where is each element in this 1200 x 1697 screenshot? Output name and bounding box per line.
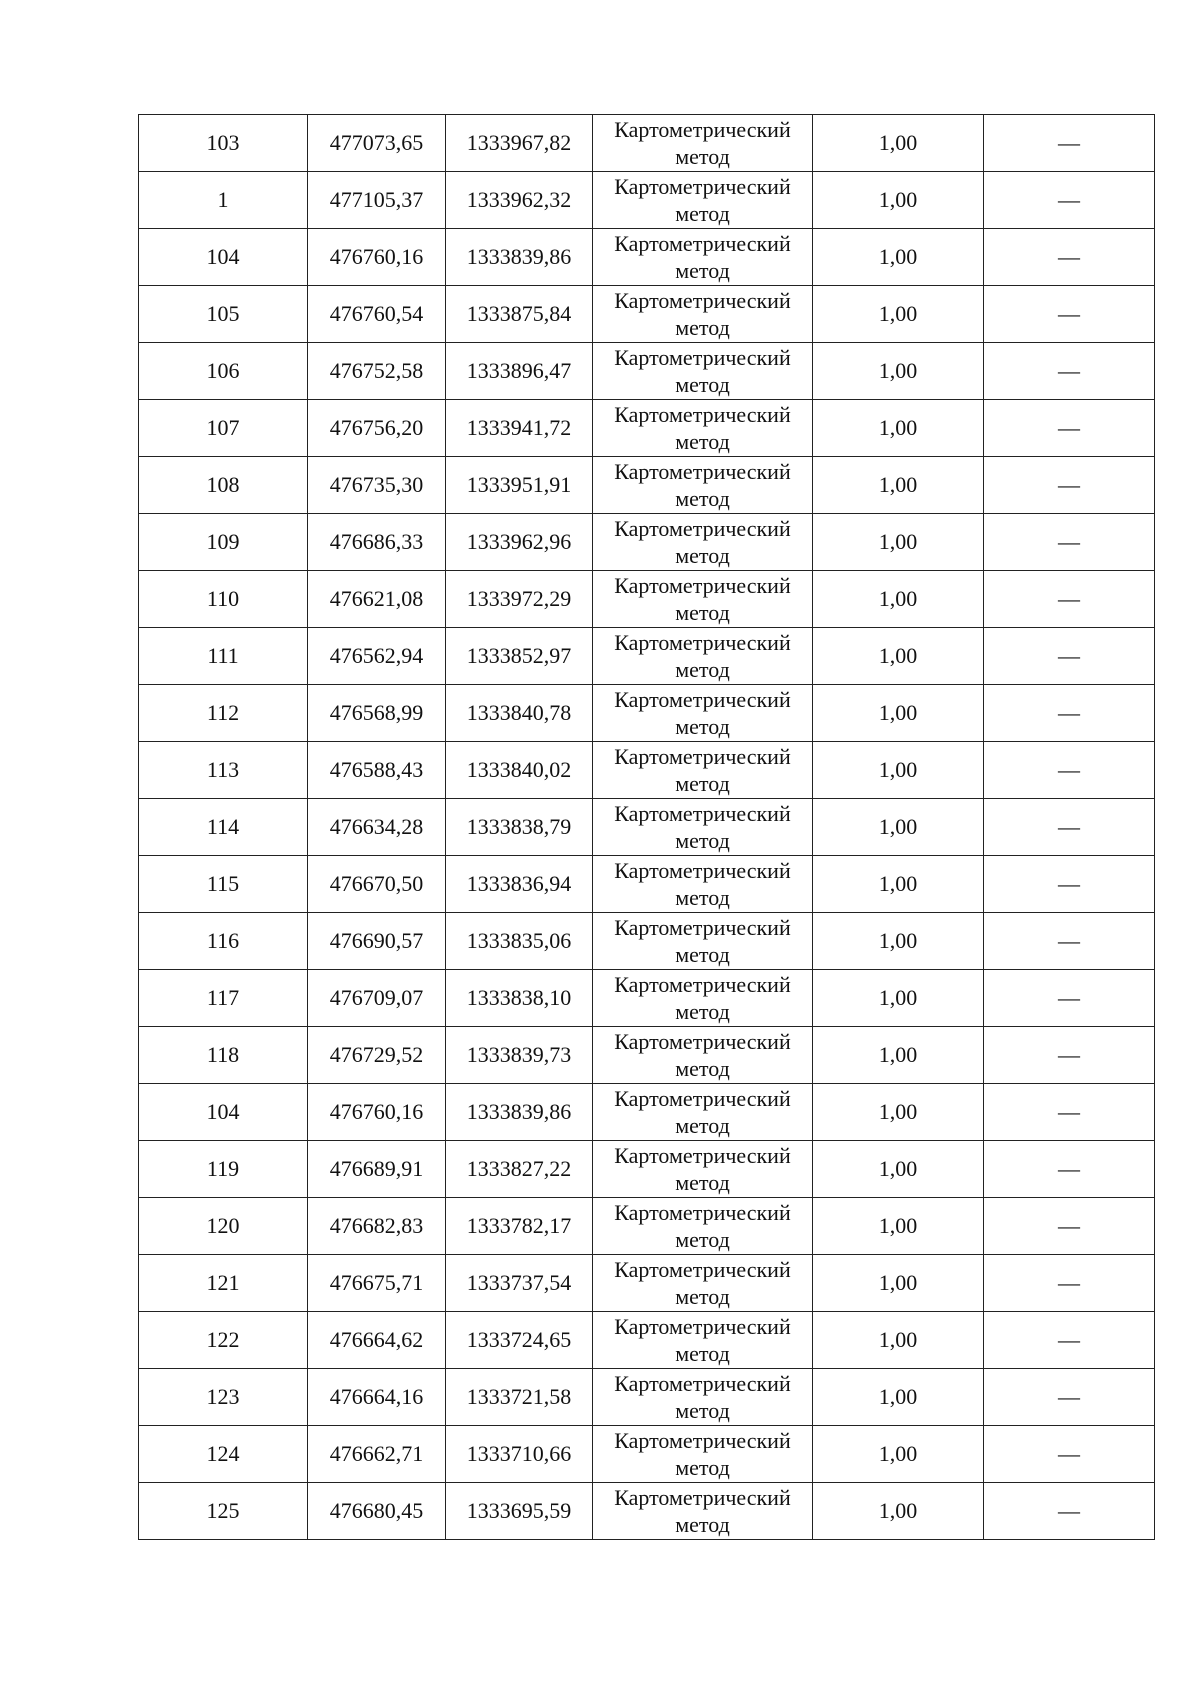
x-coordinate-cell: 476675,71 [308,1255,446,1312]
method-line-2: метод [675,1455,730,1480]
accuracy-cell: 1,00 [813,1426,984,1483]
method-line-2: метод [675,315,730,340]
x-coordinate-cell: 476735,30 [308,457,446,514]
method-line-1: Картометрический [614,1086,791,1111]
method-line-2: метод [675,372,730,397]
method-line-1: Картометрический [614,744,791,769]
note-cell: — [984,799,1155,856]
y-coordinate-cell: 1333875,84 [446,286,593,343]
x-coordinate-cell: 476756,20 [308,400,446,457]
point-number-cell: 104 [139,229,308,286]
point-number-cell: 122 [139,1312,308,1369]
note-cell: — [984,1369,1155,1426]
point-number-cell: 125 [139,1483,308,1540]
coordinates-table [138,114,1155,1540]
point-number-cell: 120 [139,1198,308,1255]
table-row [139,457,1155,514]
method-line-2: метод [675,657,730,682]
method-cell [593,913,813,970]
method-cell [593,1084,813,1141]
method-cell [593,1255,813,1312]
accuracy-cell: 1,00 [813,742,984,799]
y-coordinate-cell: 1333737,54 [446,1255,593,1312]
accuracy-cell: 1,00 [813,286,984,343]
note-cell: — [984,913,1155,970]
x-coordinate-cell: 476621,08 [308,571,446,628]
note-cell: — [984,742,1155,799]
y-coordinate-cell: 1333710,66 [446,1426,593,1483]
method-line-2: метод [675,543,730,568]
method-cell [593,742,813,799]
y-coordinate-cell: 1333941,72 [446,400,593,457]
x-coordinate-cell: 476689,91 [308,1141,446,1198]
note-cell: — [984,115,1155,172]
point-number-cell: 113 [139,742,308,799]
point-number-cell: 108 [139,457,308,514]
note-cell: — [984,286,1155,343]
note-cell: — [984,343,1155,400]
x-coordinate-cell: 476634,28 [308,799,446,856]
y-coordinate-cell: 1333721,58 [446,1369,593,1426]
point-number-cell: 110 [139,571,308,628]
method-line-2: метод [675,1512,730,1537]
y-coordinate-cell: 1333839,86 [446,229,593,286]
x-coordinate-cell: 476760,16 [308,229,446,286]
accuracy-cell: 1,00 [813,343,984,400]
x-coordinate-cell: 476709,07 [308,970,446,1027]
method-line-1: Картометрический [614,1485,791,1510]
method-line-2: метод [675,429,730,454]
method-line-1: Картометрический [614,858,791,883]
point-number-cell: 117 [139,970,308,1027]
x-coordinate-cell: 476662,71 [308,1426,446,1483]
table-row [139,343,1155,400]
point-number-cell: 106 [139,343,308,400]
point-number-cell: 118 [139,1027,308,1084]
accuracy-cell: 1,00 [813,1483,984,1540]
y-coordinate-cell: 1333839,86 [446,1084,593,1141]
accuracy-cell: 1,00 [813,913,984,970]
method-line-2: метод [675,1284,730,1309]
point-number-cell: 115 [139,856,308,913]
point-number-cell: 114 [139,799,308,856]
method-cell [593,1141,813,1198]
method-line-2: метод [675,885,730,910]
method-cell [593,1369,813,1426]
method-cell [593,970,813,1027]
table-row [139,1312,1155,1369]
method-line-1: Картометрический [614,801,791,826]
table-row [139,1255,1155,1312]
method-line-1: Картометрический [614,345,791,370]
method-line-1: Картометрический [614,1029,791,1054]
point-number-cell: 105 [139,286,308,343]
x-coordinate-cell: 476690,57 [308,913,446,970]
note-cell: — [984,1141,1155,1198]
table-row [139,799,1155,856]
point-number-cell: 123 [139,1369,308,1426]
note-cell: — [984,685,1155,742]
y-coordinate-cell: 1333951,91 [446,457,593,514]
method-line-2: метод [675,828,730,853]
method-cell [593,628,813,685]
y-coordinate-cell: 1333896,47 [446,343,593,400]
method-line-1: Картометрический [614,1314,791,1339]
coordinates-table-body [139,115,1155,1540]
note-cell: — [984,1027,1155,1084]
method-line-2: метод [675,1227,730,1252]
y-coordinate-cell: 1333782,17 [446,1198,593,1255]
method-cell [593,400,813,457]
y-coordinate-cell: 1333724,65 [446,1312,593,1369]
y-coordinate-cell: 1333967,82 [446,115,593,172]
accuracy-cell: 1,00 [813,172,984,229]
method-cell [593,343,813,400]
table-row [139,742,1155,799]
y-coordinate-cell: 1333695,59 [446,1483,593,1540]
method-line-2: метод [675,1170,730,1195]
method-cell [593,856,813,913]
method-cell [593,685,813,742]
note-cell: — [984,1426,1155,1483]
method-line-2: метод [675,1341,730,1366]
note-cell: — [984,628,1155,685]
table-row [139,229,1155,286]
x-coordinate-cell: 476686,33 [308,514,446,571]
method-line-2: метод [675,714,730,739]
method-line-1: Картометрический [614,1428,791,1453]
table-row [139,856,1155,913]
table-row [139,685,1155,742]
y-coordinate-cell: 1333835,06 [446,913,593,970]
x-coordinate-cell: 476670,50 [308,856,446,913]
accuracy-cell: 1,00 [813,571,984,628]
note-cell: — [984,1255,1155,1312]
x-coordinate-cell: 477073,65 [308,115,446,172]
point-number-cell: 111 [139,628,308,685]
x-coordinate-cell: 476664,62 [308,1312,446,1369]
table-row [139,571,1155,628]
table-row [139,286,1155,343]
y-coordinate-cell: 1333852,97 [446,628,593,685]
x-coordinate-cell: 476588,43 [308,742,446,799]
accuracy-cell: 1,00 [813,1084,984,1141]
y-coordinate-cell: 1333840,02 [446,742,593,799]
method-line-1: Картометрический [614,1143,791,1168]
note-cell: — [984,1198,1155,1255]
method-line-2: метод [675,1056,730,1081]
method-line-1: Картометрический [614,1371,791,1396]
y-coordinate-cell: 1333836,94 [446,856,593,913]
y-coordinate-cell: 1333839,73 [446,1027,593,1084]
method-cell [593,172,813,229]
point-number-cell: 103 [139,115,308,172]
note-cell: — [984,229,1155,286]
table-row [139,400,1155,457]
point-number-cell: 104 [139,1084,308,1141]
note-cell: — [984,856,1155,913]
method-line-2: метод [675,999,730,1024]
method-line-1: Картометрический [614,687,791,712]
point-number-cell: 119 [139,1141,308,1198]
method-cell [593,286,813,343]
note-cell: — [984,1312,1155,1369]
point-number-cell: 109 [139,514,308,571]
table-row [139,913,1155,970]
table-row [139,1141,1155,1198]
note-cell: — [984,1483,1155,1540]
table-row [139,172,1155,229]
method-line-2: метод [675,486,730,511]
table-row [139,1426,1155,1483]
method-line-1: Картометрический [614,1200,791,1225]
point-number-cell: 121 [139,1255,308,1312]
method-line-1: Картометрический [614,516,791,541]
method-cell [593,514,813,571]
accuracy-cell: 1,00 [813,799,984,856]
method-cell [593,799,813,856]
method-line-2: метод [675,1113,730,1138]
y-coordinate-cell: 1333838,10 [446,970,593,1027]
accuracy-cell: 1,00 [813,1198,984,1255]
method-cell [593,571,813,628]
table-row [139,1369,1155,1426]
accuracy-cell: 1,00 [813,229,984,286]
accuracy-cell: 1,00 [813,400,984,457]
table-row [139,1483,1155,1540]
method-line-1: Картометрический [614,231,791,256]
table-row [139,628,1155,685]
y-coordinate-cell: 1333840,78 [446,685,593,742]
method-line-1: Картометрический [614,402,791,427]
table-row [139,1198,1155,1255]
x-coordinate-cell: 476562,94 [308,628,446,685]
note-cell: — [984,571,1155,628]
method-line-2: метод [675,144,730,169]
point-number-cell: 124 [139,1426,308,1483]
accuracy-cell: 1,00 [813,970,984,1027]
y-coordinate-cell: 1333838,79 [446,799,593,856]
accuracy-cell: 1,00 [813,856,984,913]
method-line-1: Картометрический [614,288,791,313]
method-line-1: Картометрический [614,972,791,997]
method-cell [593,115,813,172]
x-coordinate-cell: 476568,99 [308,685,446,742]
method-line-1: Картометрический [614,630,791,655]
note-cell: — [984,514,1155,571]
x-coordinate-cell: 477105,37 [308,172,446,229]
x-coordinate-cell: 476680,45 [308,1483,446,1540]
x-coordinate-cell: 476682,83 [308,1198,446,1255]
method-line-2: метод [675,258,730,283]
note-cell: — [984,400,1155,457]
accuracy-cell: 1,00 [813,1141,984,1198]
method-cell [593,1312,813,1369]
x-coordinate-cell: 476729,52 [308,1027,446,1084]
point-number-cell: 107 [139,400,308,457]
accuracy-cell: 1,00 [813,685,984,742]
method-line-1: Картометрический [614,459,791,484]
method-cell [593,457,813,514]
accuracy-cell: 1,00 [813,1027,984,1084]
method-line-1: Картометрический [614,915,791,940]
method-line-2: метод [675,1398,730,1423]
note-cell: — [984,172,1155,229]
note-cell: — [984,457,1155,514]
method-line-1: Картометрический [614,174,791,199]
method-cell [593,1198,813,1255]
accuracy-cell: 1,00 [813,115,984,172]
method-line-2: метод [675,771,730,796]
method-line-2: метод [675,201,730,226]
note-cell: — [984,970,1155,1027]
accuracy-cell: 1,00 [813,1369,984,1426]
method-line-1: Картометрический [614,117,791,142]
x-coordinate-cell: 476760,54 [308,286,446,343]
accuracy-cell: 1,00 [813,1312,984,1369]
point-number-cell: 116 [139,913,308,970]
table-row [139,1027,1155,1084]
y-coordinate-cell: 1333972,29 [446,571,593,628]
method-cell [593,1426,813,1483]
table-row [139,115,1155,172]
accuracy-cell: 1,00 [813,628,984,685]
accuracy-cell: 1,00 [813,514,984,571]
accuracy-cell: 1,00 [813,1255,984,1312]
method-cell [593,1027,813,1084]
y-coordinate-cell: 1333962,32 [446,172,593,229]
note-cell: — [984,1084,1155,1141]
method-cell [593,1483,813,1540]
point-number-cell: 112 [139,685,308,742]
table-row [139,1084,1155,1141]
y-coordinate-cell: 1333827,22 [446,1141,593,1198]
method-line-1: Картометрический [614,573,791,598]
x-coordinate-cell: 476752,58 [308,343,446,400]
table-row [139,514,1155,571]
method-cell [593,229,813,286]
method-line-1: Картометрический [614,1257,791,1282]
x-coordinate-cell: 476760,16 [308,1084,446,1141]
method-line-2: метод [675,600,730,625]
accuracy-cell: 1,00 [813,457,984,514]
table-row [139,970,1155,1027]
method-line-2: метод [675,942,730,967]
x-coordinate-cell: 476664,16 [308,1369,446,1426]
y-coordinate-cell: 1333962,96 [446,514,593,571]
point-number-cell: 1 [139,172,308,229]
